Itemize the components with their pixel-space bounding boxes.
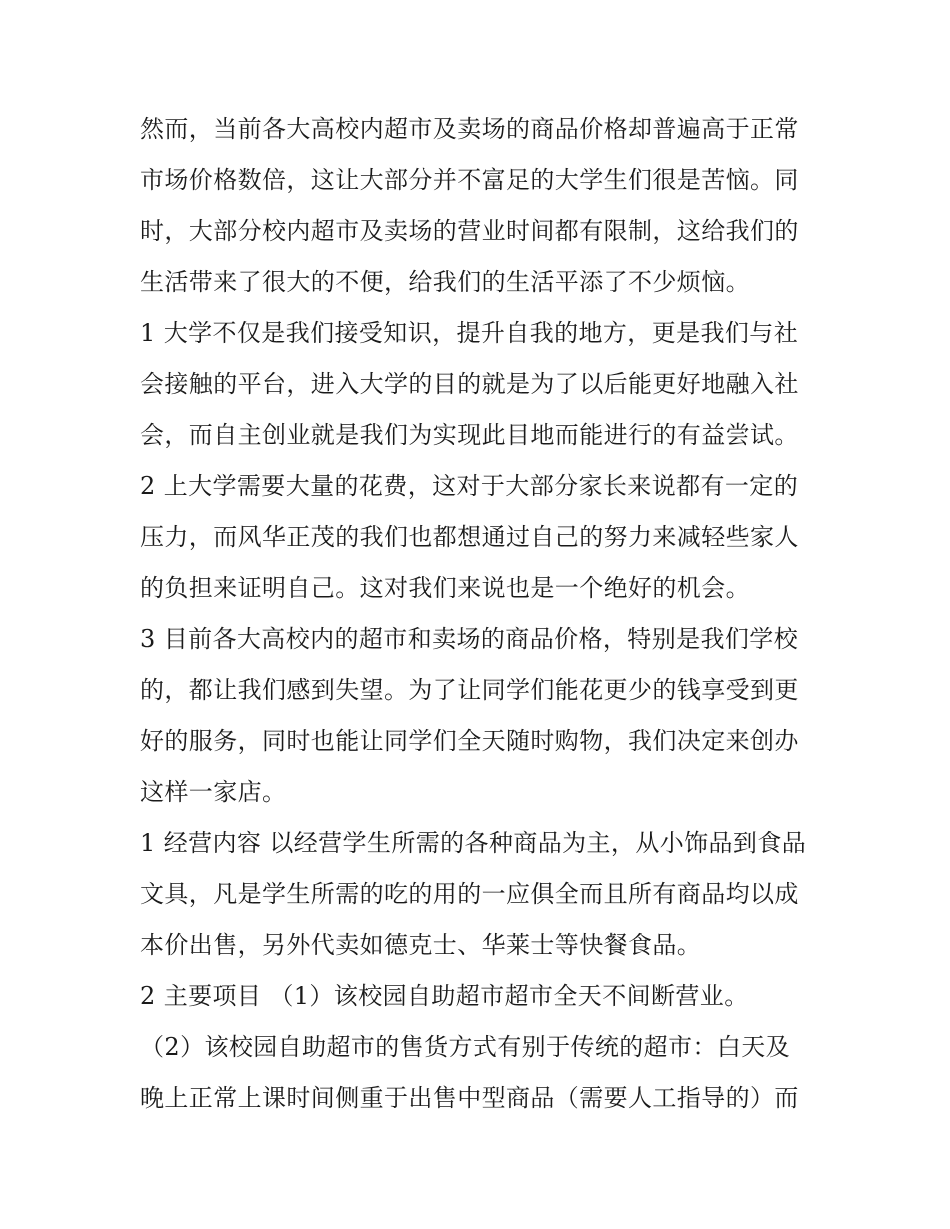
body-text xyxy=(140,104,816,1124)
text-line: （2）该校园自助超市的售货方式有别于传统的超市：白天及 xyxy=(140,1033,791,1061)
text-line: 时，大部分校内超市及卖场的营业时间都有限制，这给我们的 xyxy=(140,217,799,245)
text-line: 好的服务，同时也能让同学们全天随时购物，我们决定来创办 xyxy=(140,727,799,755)
text-line: 2 主要项目 （1）该校园自助超市超市全天不间断营业。 xyxy=(140,982,749,1010)
text-line: 会，而自主创业就是我们为实现此目地而能进行的有益尝试。 xyxy=(140,421,799,449)
text-line: 文具，凡是学生所需的吃的用的一应俱全而且所有商品均以成 xyxy=(140,880,799,908)
text-line: 本价出售，另外代卖如德克士、华莱士等快餐食品。 xyxy=(140,931,702,959)
text-line: 3 目前各大高校内的超市和卖场的商品价格，特别是我们学校 xyxy=(140,625,799,653)
text-line: 压力，而风华正茂的我们也都想通过自己的努力来减轻些家人 xyxy=(140,523,799,551)
text-line: 这样一家店。 xyxy=(140,778,287,806)
text-line: 1 经营内容 以经营学生所需的各种商品为主，从小饰品到食品 xyxy=(140,829,807,857)
text-line: 的负担来证明自己。这对我们来说也是一个绝好的机会。 xyxy=(140,574,750,602)
text-line: 的，都让我们感到失望。为了让同学们能花更少的钱享受到更 xyxy=(140,676,799,704)
text-line: 生活带来了很大的不便，给我们的生活平添了不少烦恼。 xyxy=(140,268,750,296)
text-line: 会接触的平台，进入大学的目的就是为了以后能更好地融入社 xyxy=(140,370,799,398)
text-line: 1 大学不仅是我们接受知识，提升自我的地方，更是我们与社 xyxy=(140,319,799,347)
text-line: 然而，当前各大高校内超市及卖场的商品价格却普遍高于正常 xyxy=(140,115,799,143)
text-line: 市场价格数倍，这让大部分并不富足的大学生们很是苦恼。同 xyxy=(140,166,799,194)
text-line: 2 上大学需要大量的花费，这对于大部分家长来说都有一定的 xyxy=(140,472,799,500)
text-line: 晚上正常上课时间侧重于出售中型商品（需要人工指导的）而 xyxy=(140,1084,799,1112)
